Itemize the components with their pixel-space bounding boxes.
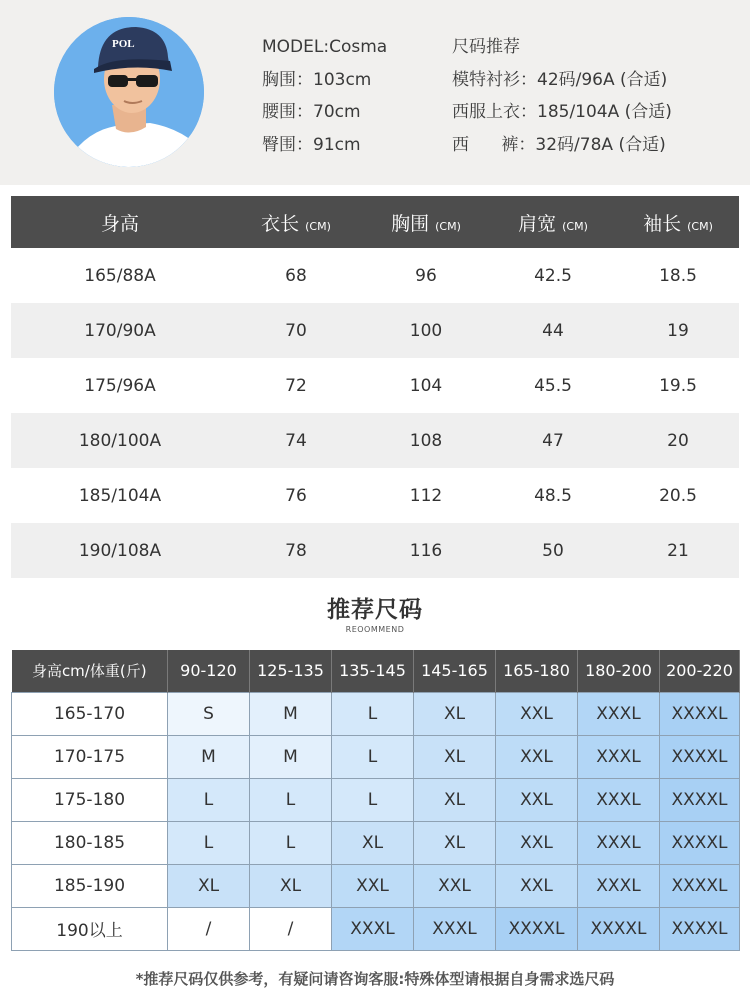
size-table-row <box>11 413 739 468</box>
recommend-row <box>12 735 740 778</box>
recommended-size-cell: XXXL <box>332 907 414 950</box>
size-table-cell: 112 <box>409 485 443 506</box>
size-table-cell: 20.5 <box>659 485 697 506</box>
height-weight-header: 身高cm/体重(斤) <box>12 650 168 692</box>
recommended-size-cell: XXL <box>414 864 496 907</box>
model-chest: 胸围：103cm <box>262 70 372 90</box>
recommended-size-cell: XXL <box>496 864 578 907</box>
recommended-size-cell: XXL <box>332 864 414 907</box>
size-table-cell: 19 <box>667 320 689 341</box>
size-table-row <box>11 468 739 523</box>
size-table-cell: 185/104A <box>78 485 162 506</box>
recommended-size-cell: XXXXL <box>496 907 578 950</box>
weight-range-header: 200-220 <box>660 650 740 692</box>
size-table-cell: 108 <box>409 430 443 451</box>
size-table-cell: 45.5 <box>534 375 572 396</box>
recommend-row <box>12 907 740 950</box>
recommended-size-cell: M <box>250 735 332 778</box>
size-table-cell: 100 <box>409 320 443 341</box>
size-table-cell: 104 <box>409 375 443 396</box>
recommend-row <box>12 864 740 907</box>
recommended-size-cell: XXXXL <box>660 864 740 907</box>
recommend-row <box>12 821 740 864</box>
size-table-header <box>11 196 739 248</box>
size-table-cell: 18.5 <box>659 265 697 286</box>
size-table-cell: 74 <box>285 430 307 451</box>
size-table-cell: 76 <box>285 485 307 506</box>
size-table-cell: 48.5 <box>534 485 572 506</box>
weight-range-header: 125-135 <box>250 650 332 692</box>
size-table-header-cell <box>229 209 363 236</box>
size-table-cell: 42.5 <box>534 265 572 286</box>
recommended-size-cell: L <box>250 821 332 864</box>
recommended-size-cell: XXL <box>496 692 578 735</box>
recommended-size-cell: XL <box>168 864 250 907</box>
recommend-subtitle: REOOMMEND <box>345 625 405 634</box>
size-table-cell: 50 <box>542 540 564 561</box>
size-table-cell: 20 <box>667 430 689 451</box>
size-table-row <box>11 303 739 358</box>
size-table-cell: 165/88A <box>84 265 156 286</box>
recommend-size-grid <box>11 650 740 951</box>
recommended-size-cell: L <box>332 692 414 735</box>
size-table-header-cell <box>363 209 489 236</box>
recommend-body <box>12 692 740 950</box>
recommended-size-cell: XL <box>332 821 414 864</box>
header-unit: (CM) <box>562 219 588 233</box>
height-range-cell: 180-185 <box>12 821 168 864</box>
height-range-cell: 190以上 <box>12 907 168 950</box>
recommended-size-cell: XL <box>414 692 496 735</box>
recommended-size-cell: L <box>168 821 250 864</box>
recommended-size-cell: XXXL <box>578 735 660 778</box>
size-table-cell: 170/90A <box>84 320 156 341</box>
recommended-size-cell: / <box>250 907 332 950</box>
size-table-cell: 96 <box>415 265 437 286</box>
header-label: 袖长 <box>643 212 682 235</box>
recommend-title: 推荐尺码 <box>327 597 423 623</box>
recommended-size-cell: XXL <box>496 735 578 778</box>
header-label: 肩宽 <box>518 212 557 235</box>
size-table-cell: 72 <box>285 375 307 396</box>
model-waist: 腰围：70cm <box>262 102 361 122</box>
size-table-cell: 78 <box>285 540 307 561</box>
header-unit: (CM) <box>435 219 461 233</box>
height-range-cell: 175-180 <box>12 778 168 821</box>
size-table-header-cell <box>617 209 739 236</box>
recommended-size-cell: XXXXL <box>660 735 740 778</box>
size-table-row <box>11 248 739 303</box>
weight-range-header: 90-120 <box>168 650 250 692</box>
recommended-size-cell: L <box>168 778 250 821</box>
size-table-cell: 180/100A <box>78 430 162 451</box>
recommended-size-cell: XXXXL <box>660 778 740 821</box>
recommend-row <box>12 692 740 735</box>
recommended-size-cell: XL <box>414 778 496 821</box>
recommended-size-cell: L <box>332 778 414 821</box>
recommended-size-cell: XXXL <box>578 864 660 907</box>
recommended-size-cell: XXXXL <box>660 821 740 864</box>
header-label: 衣长 <box>261 212 300 235</box>
model-shirt-size: 模特衬衫：42码/96A (合适) <box>452 70 668 90</box>
size-table-row <box>11 358 739 413</box>
recommended-size-cell: M <box>168 735 250 778</box>
header-label: 身高 <box>100 212 139 235</box>
size-recommend-title: 尺码推荐 <box>452 37 520 57</box>
height-range-cell: 165-170 <box>12 692 168 735</box>
model-info-panel <box>0 0 750 185</box>
recommended-size-cell: L <box>250 778 332 821</box>
size-table-cell: 21 <box>667 540 689 561</box>
recommended-size-cell: XL <box>414 735 496 778</box>
recommended-size-cell: XXXXL <box>578 907 660 950</box>
size-table-cell: 44 <box>542 320 564 341</box>
size-measurement-table <box>11 196 739 578</box>
model-hip: 臀围：91cm <box>262 135 361 155</box>
height-range-cell: 185-190 <box>12 864 168 907</box>
recommended-size-cell: S <box>168 692 250 735</box>
recommended-size-cell: XL <box>414 821 496 864</box>
size-table-header-cell <box>11 209 229 236</box>
size-table-cell: 19.5 <box>659 375 697 396</box>
recommend-row <box>12 778 740 821</box>
recommended-size-cell: XXL <box>496 821 578 864</box>
weight-range-header: 135-145 <box>332 650 414 692</box>
recommended-size-cell: XXXL <box>578 692 660 735</box>
recommended-size-cell: XXXXL <box>660 907 740 950</box>
recommended-size-cell: XXXL <box>578 821 660 864</box>
model-avatar <box>54 17 204 167</box>
size-table-cell: 68 <box>285 265 307 286</box>
header-label: 胸围 <box>391 212 430 235</box>
recommended-size-cell: M <box>250 692 332 735</box>
recommended-size-cell: XXXL <box>414 907 496 950</box>
recommend-header-row <box>12 650 740 692</box>
recommended-size-cell: XXL <box>496 778 578 821</box>
header-unit: (CM) <box>305 219 331 233</box>
size-table-body <box>11 248 739 578</box>
recommended-size-cell: XXXXL <box>660 692 740 735</box>
recommended-size-cell: / <box>168 907 250 950</box>
recommended-size-cell: L <box>332 735 414 778</box>
size-table-cell: 175/96A <box>84 375 156 396</box>
header-unit: (CM) <box>687 219 713 233</box>
height-range-cell: 170-175 <box>12 735 168 778</box>
size-table-cell: 47 <box>542 430 564 451</box>
weight-range-header: 145-165 <box>414 650 496 692</box>
size-table-cell: 116 <box>409 540 443 561</box>
recommended-size-cell: XXXL <box>578 778 660 821</box>
model-suit-size: 西服上衣：185/104A (合适) <box>452 102 672 122</box>
model-name: MODEL:Cosma <box>262 37 388 57</box>
recommended-size-cell: XL <box>250 864 332 907</box>
size-table-cell: 70 <box>285 320 307 341</box>
size-table-header-cell <box>489 209 617 236</box>
size-note: *推荐尺码仅供参考，有疑问请咨询客服:特殊体型请根据自身需求选尺码 <box>135 970 615 988</box>
weight-range-header: 180-200 <box>578 650 660 692</box>
model-pants-size: 西 裤：32码/78A (合适) <box>452 135 666 155</box>
size-table-row <box>11 523 739 578</box>
size-table-cell: 190/108A <box>78 540 162 561</box>
cap-logo: POL <box>112 38 135 50</box>
weight-range-header: 165-180 <box>496 650 578 692</box>
